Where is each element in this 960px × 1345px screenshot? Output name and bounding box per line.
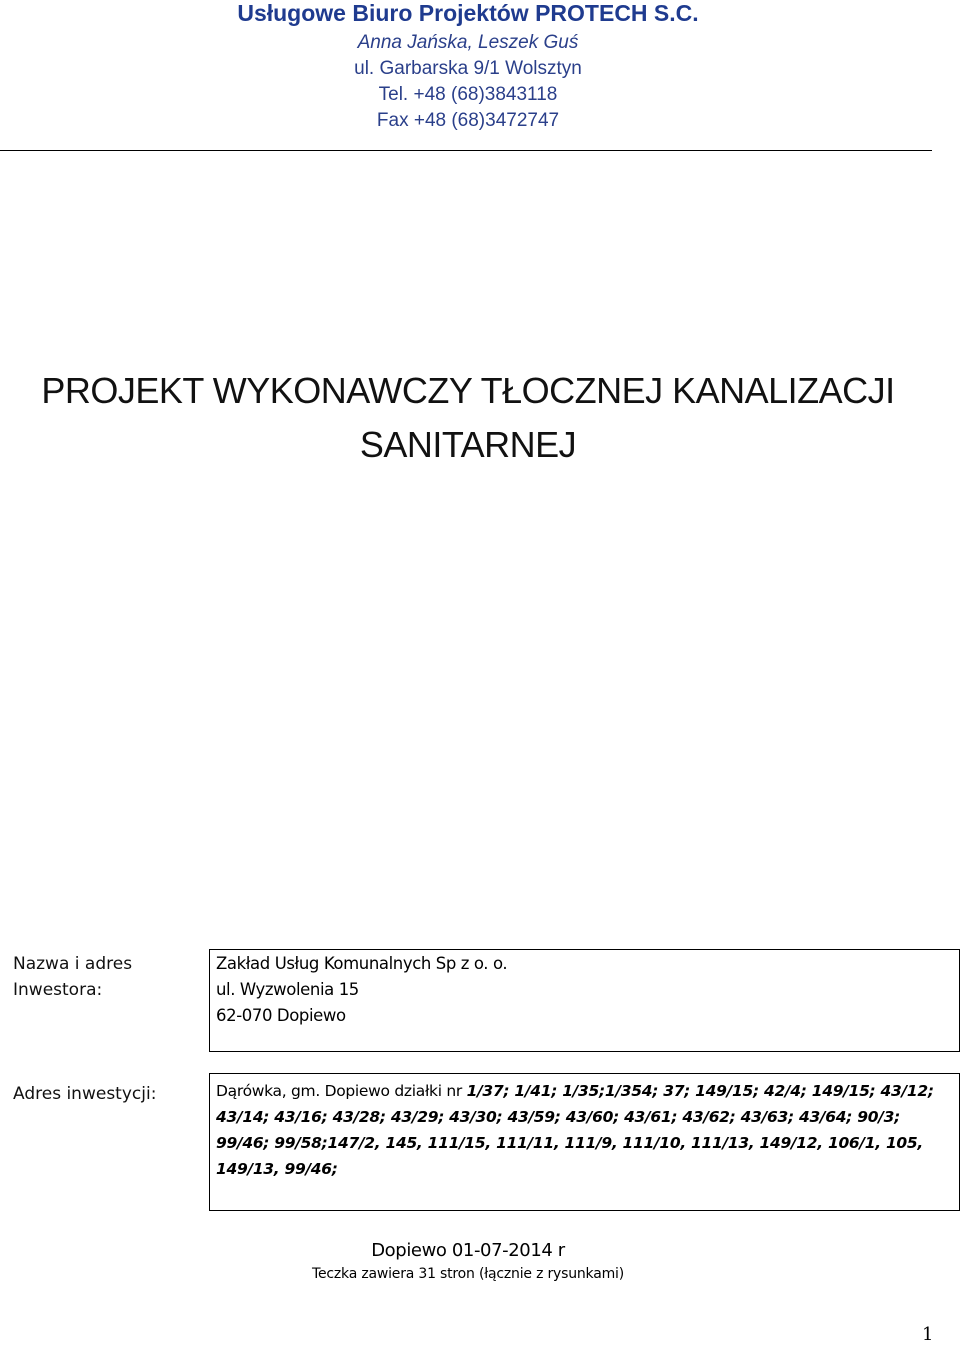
investor-street: ul. Wyzwolenia 15 xyxy=(216,980,359,999)
document-title-line1: PROJEKT WYKONAWCZY TŁOCZNEJ KANALIZACJI xyxy=(41,370,895,411)
investment-lead: Dąrówka, gm. Dopiewo działki nr xyxy=(216,1082,467,1100)
document-date: Dopiewo 01-07-2014 r xyxy=(371,1240,565,1261)
investment-address xyxy=(216,1078,956,1182)
company-owners: Anna Jańska, Leszek Guś xyxy=(357,32,579,53)
investor-name: Zakład Usług Komunalnych Sp z o. o. xyxy=(216,954,508,973)
header-divider xyxy=(0,150,932,151)
company-name: Usługowe Biuro Projektów PROTECH S.C. xyxy=(237,0,699,26)
company-phone: Tel. +48 (68)3843118 xyxy=(378,84,558,105)
page-number: 1 xyxy=(922,1324,934,1345)
investor-city: 62-070 Dopiewo xyxy=(216,1006,346,1025)
document-title-line2: SANITARNEJ xyxy=(359,424,577,465)
investor-label-line2: Inwestora: xyxy=(13,980,103,1000)
investor-label-line1: Nazwa i adres xyxy=(13,954,133,974)
investment-plots: 1/37; 1/41; 1/35;1/354; 37; 149/15; 42/4; 149/15; 43/12; 43/14; 43/16; 43/28; 43/29; 43/30; 43/59; 43/60; 43/61; 43/62; 43/63; 43/64; 90/3; 99/46; 99/58;147/2, 145, 111/15, 111/11, 111/9, 111/10, 111/13, 149/12, 106/1, 105, 149/13, 99/46; xyxy=(216,1082,934,1178)
page-count-note: Teczka zawiera 31 stron (łącznie z rysunkami) xyxy=(312,1266,624,1282)
company-address: ul. Garbarska 9/1 Wolsztyn xyxy=(354,58,582,79)
company-fax: Fax +48 (68)3472747 xyxy=(376,110,560,131)
investment-label: Adres inwestycji: xyxy=(13,1084,157,1104)
